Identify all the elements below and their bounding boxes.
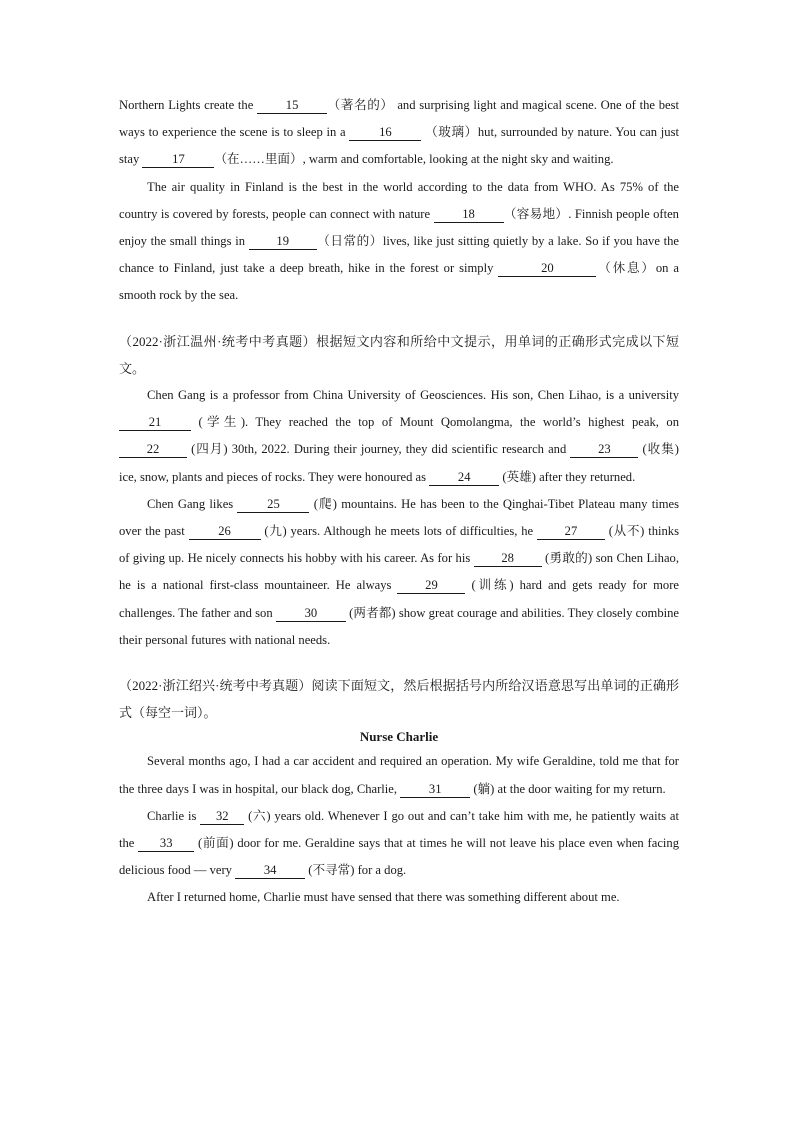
text-run: (六) years old. Whenever I go out and can’t take him with me, he patiently waits at the — [119, 808, 680, 851]
text-run: （日常的）lives, like just sitting quietly by a lake. So if you have the chance to Finland, just take a deep breath, hike in the forest or simply — [119, 234, 679, 276]
answer-blank-21[interactable]: 21 — [119, 415, 191, 431]
answer-blank-30[interactable]: 30 — [276, 606, 346, 622]
text-run: Several months ago, I had a car accident and required an operation. My wife Geraldine, told me that for the three days I was in hospital, our black dog, Charlie, — [119, 754, 679, 796]
section-gap — [119, 310, 679, 328]
answer-blank-25[interactable]: 25 — [237, 497, 309, 513]
section-gap — [119, 654, 679, 672]
answer-blank-27[interactable]: 27 — [537, 524, 605, 540]
text-run: Chen Gang likes — [147, 496, 238, 511]
answer-blank-15[interactable]: 15 — [257, 98, 327, 114]
text-run: After I returned home, Charlie must have sensed that there was something different about me. — [147, 890, 620, 905]
text-run: (不寻常) for a dog. — [305, 863, 407, 878]
paragraph-charlie-1 — [119, 748, 679, 802]
answer-blank-20[interactable]: 20 — [498, 261, 596, 277]
text-run: (躺) at the door waiting for my return. — [470, 781, 666, 796]
answer-blank-17[interactable]: 17 — [142, 152, 214, 168]
answer-blank-26[interactable]: 26 — [189, 524, 261, 540]
paragraph-charlie-3 — [119, 884, 679, 911]
text-run: (前面) door for me. Geraldine says that at times he will not leave his place even when facing delicious food — very — [119, 836, 679, 878]
text-run: (爬) mountains. He has been to the Qinghai-Tibet Plateau many times over the past — [119, 496, 679, 539]
answer-blank-23[interactable]: 23 — [570, 442, 638, 458]
text-run: (从不) thinks of giving up. He nicely connects his hobby with his career. As for his — [119, 524, 679, 566]
answer-blank-22[interactable]: 22 — [119, 442, 187, 458]
paragraph-finland-2 — [119, 174, 679, 310]
text-run: （在……里面）, warm and comfortable, looking at the night sky and waiting. — [214, 152, 614, 167]
text-run: (英雄) after they returned. — [499, 469, 636, 484]
document-body — [119, 92, 679, 912]
text-run: (学生). They reached the top of Mount Qomolangma, the world’s highest peak, on — [191, 415, 679, 430]
question-heading-wenzhou: （2022·浙江温州·统考中考真题）根据短文内容和所给中文提示，用单词的正确形式完成以下短文。 — [119, 333, 679, 376]
text-run: （玻璃）hut, surrounded by nature. You can just stay — [119, 125, 680, 167]
text-run: Chen Gang is a professor from China University of Geosciences. His son, Chen Lihao, is a university — [147, 388, 679, 403]
text-run: The air quality in Finland is the best in the world according to the data from WHO. As 75% of the country is covered by forests, people can connect with nature — [119, 179, 679, 221]
answer-blank-16[interactable]: 16 — [349, 125, 421, 141]
text-run: （容易地）. Finnish people often enjoy the small things in — [119, 206, 679, 249]
paragraph-chen-1 — [119, 382, 679, 491]
paragraph-charlie-2 — [119, 803, 679, 885]
answer-blank-28[interactable]: 28 — [474, 551, 542, 567]
paragraph-finland-1 — [119, 92, 679, 174]
paragraph-chen-2 — [119, 491, 679, 654]
answer-blank-32[interactable]: 32 — [200, 809, 244, 825]
text-run: Charlie is — [147, 808, 201, 823]
text-run: (四月) 30th, 2022. During their journey, they did scientific research and — [187, 442, 571, 457]
passage-title: Nurse Charlie — [359, 729, 439, 745]
text-run: (训练) hard and gets ready for more challenges. The father and son — [119, 578, 679, 620]
answer-blank-19[interactable]: 19 — [249, 234, 317, 250]
text-run: Northern Lights create the — [119, 98, 258, 112]
answer-blank-33[interactable]: 33 — [138, 836, 194, 852]
question-heading-shaoxing: （2022·浙江绍兴·统考中考真题）阅读下面短文，然后根据括号内所给汉语意思写出单词的正确形式（每空一词）。 — [119, 678, 679, 721]
text-run: （著名的） and surprising light and magical scene. One of the best ways to experience the scene is to sleep in a — [119, 98, 679, 140]
text-run: （休息）on a smooth rock by the sea. — [119, 261, 679, 303]
text-run: (收集) ice, snow, plants and pieces of rocks. They were honoured as — [119, 442, 679, 484]
answer-blank-31[interactable]: 31 — [400, 782, 470, 798]
text-run: (两者都) show great courage and abilities. They closely combine their personal futures with national needs. — [119, 605, 679, 647]
answer-blank-34[interactable]: 34 — [235, 863, 305, 879]
answer-blank-24[interactable]: 24 — [429, 470, 499, 486]
answer-blank-18[interactable]: 18 — [434, 207, 504, 223]
answer-blank-29[interactable]: 29 — [397, 578, 465, 594]
text-run: (勇敢的) son Chen Lihao, he is a national first-class mountaineer. He always — [119, 551, 679, 593]
text-run: (九) years. Although he meets lots of difficulties, he — [260, 524, 537, 539]
